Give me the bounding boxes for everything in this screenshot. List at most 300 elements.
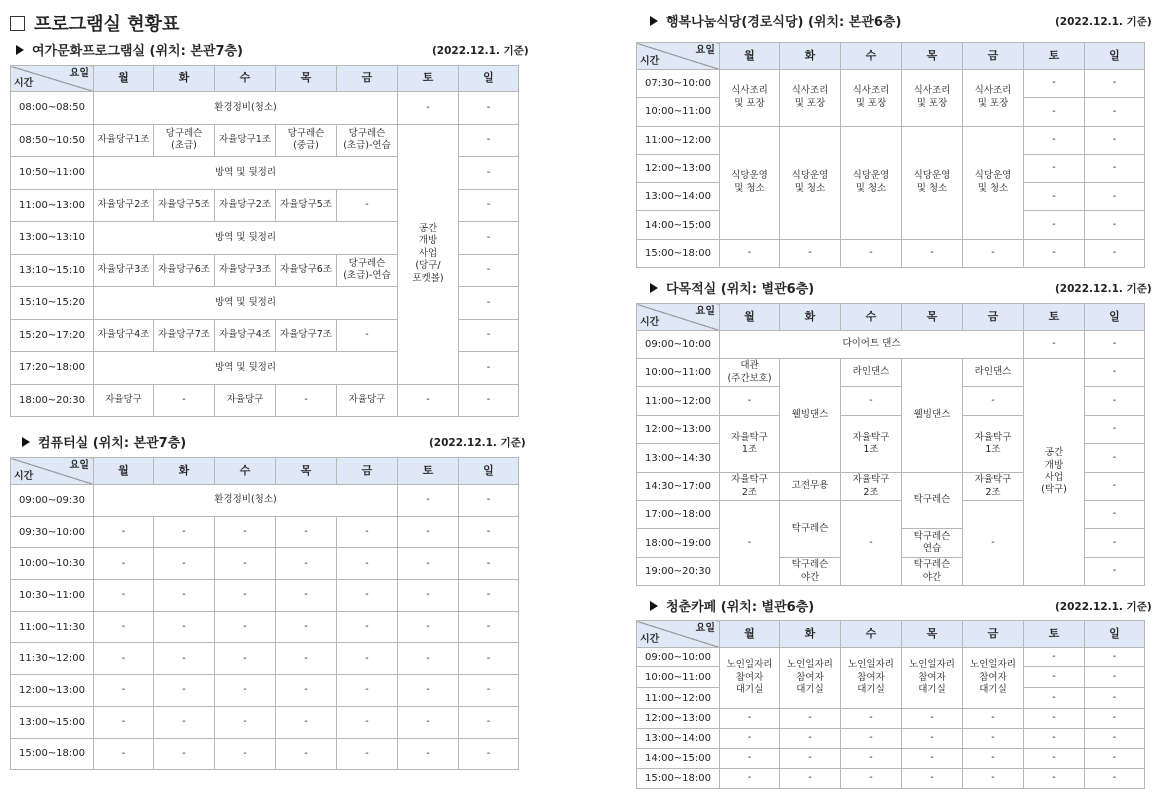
triangle-bullet-icon <box>650 601 658 611</box>
schedule-cell: - <box>1024 648 1085 667</box>
schedule-cell: - <box>720 729 780 749</box>
schedule-cell: - <box>276 675 337 707</box>
triangle-bullet-icon <box>22 437 30 447</box>
merged-activity-cell: 다이어트 댄스 <box>720 331 1024 359</box>
table-row <box>637 239 1145 267</box>
schedule-cell: - <box>841 729 902 749</box>
schedule-cell: - <box>398 675 459 707</box>
schedule-cell: - <box>1085 667 1145 688</box>
schedule-cell: 식사조리 및 포장 <box>902 70 963 127</box>
header-day: 금 <box>337 66 398 92</box>
schedule-cell: - <box>215 643 276 675</box>
schedule-cell: - <box>337 643 398 675</box>
header-day: 금 <box>337 458 398 485</box>
schedule-cell: - <box>963 729 1024 749</box>
schedule-cell: 탁구레슨 <box>780 501 841 558</box>
triangle-bullet-icon <box>16 45 24 55</box>
merged-activity-cell: 방역 및 뒷정리 <box>94 287 398 320</box>
schedule-cell: - <box>398 384 459 417</box>
schedule-cell: - <box>337 675 398 707</box>
header-day: 금 <box>963 43 1024 70</box>
table-row <box>637 648 1145 667</box>
schedule-cell: - <box>1085 387 1145 416</box>
table-row <box>637 126 1145 154</box>
header-day: 수 <box>841 621 902 648</box>
header-day: 일 <box>1085 304 1145 331</box>
schedule-cell: - <box>398 643 459 675</box>
time-slot: 11:00~12:00 <box>637 688 720 709</box>
time-slot: 15:00~18:00 <box>637 769 720 789</box>
table-row <box>637 70 1145 98</box>
schedule-cell: - <box>215 675 276 707</box>
schedule-cell: - <box>1085 331 1145 359</box>
schedule-cell: - <box>1085 359 1145 387</box>
schedule-cell: - <box>1085 211 1145 239</box>
schedule-cell: - <box>1085 98 1145 126</box>
schedule-cell: - <box>902 729 963 749</box>
time-slot: 13:00~13:10 <box>11 222 94 255</box>
time-slot: 15:20~17:20 <box>11 319 94 352</box>
schedule-cell: - <box>841 709 902 729</box>
schedule-cell: - <box>337 611 398 643</box>
time-slot: 12:00~13:00 <box>637 416 720 444</box>
header-day: 화 <box>154 458 215 485</box>
header-day: 수 <box>841 304 902 331</box>
schedule-cell: - <box>1085 444 1145 473</box>
table-row <box>11 124 519 157</box>
schedule-cell: - <box>154 384 215 417</box>
time-slot: 09:00~10:00 <box>637 648 720 667</box>
schedule-cell: 자율당구3조 <box>215 254 276 287</box>
time-slot: 12:00~13:00 <box>11 675 94 707</box>
time-slot: 11:30~12:00 <box>11 643 94 675</box>
schedule-cell: - <box>1085 70 1145 98</box>
table-row <box>11 706 519 738</box>
header-day: 월 <box>720 43 780 70</box>
time-slot: 13:00~14:30 <box>637 444 720 473</box>
section-title-computer: 컴퓨터실 (위치: 본관7층) <box>22 432 186 451</box>
schedule-cell: - <box>215 706 276 738</box>
schedule-cell: - <box>963 501 1024 586</box>
schedule-cell: - <box>1085 769 1145 789</box>
schedule-cell: 라인댄스 <box>841 359 902 387</box>
schedule-cell: - <box>1085 501 1145 529</box>
schedule-cell: - <box>276 516 337 548</box>
schedule-cell: - <box>154 580 215 612</box>
schedule-cell: 자율당구 <box>94 384 154 417</box>
schedule-cell: - <box>459 675 519 707</box>
schedule-cell: - <box>459 319 519 352</box>
schedule-cell: - <box>276 643 337 675</box>
schedule-cell: 웰빙댄스 <box>902 359 963 473</box>
schedule-cell: - <box>1085 154 1145 182</box>
schedule-cell: - <box>215 580 276 612</box>
table-row <box>637 331 1145 359</box>
time-slot: 10:00~11:00 <box>637 667 720 688</box>
time-slot: 15:00~18:00 <box>11 738 94 770</box>
schedule-cell: - <box>398 485 459 517</box>
schedule-cell: - <box>902 709 963 729</box>
schedule-cell: - <box>154 611 215 643</box>
schedule-cell: 자율당구4조 <box>215 319 276 352</box>
header-day-time-corner <box>637 43 720 70</box>
time-slot: 10:00~11:00 <box>637 359 720 387</box>
time-slot: 12:00~13:00 <box>637 709 720 729</box>
section-title-leisure: 여가문화프로그램실 (위치: 본관7층) <box>16 40 243 59</box>
time-slot: 13:00~14:00 <box>637 183 720 211</box>
header-time-label: 시간 <box>640 317 660 328</box>
schedule-cell: - <box>154 706 215 738</box>
time-slot: 11:00~12:00 <box>637 126 720 154</box>
time-slot: 11:00~11:30 <box>11 611 94 643</box>
schedule-cell: - <box>720 769 780 789</box>
time-slot: 18:00~20:30 <box>11 384 94 417</box>
header-day: 일 <box>1085 621 1145 648</box>
header-time-label: 시간 <box>640 634 660 645</box>
header-day-label: 요일 <box>695 45 715 56</box>
schedule-cell: - <box>963 749 1024 769</box>
schedule-cell: - <box>154 675 215 707</box>
schedule-cell: - <box>1085 709 1145 729</box>
header-day: 월 <box>94 66 154 92</box>
time-slot: 10:00~10:30 <box>11 548 94 580</box>
header-day: 목 <box>902 621 963 648</box>
schedule-cell: - <box>337 580 398 612</box>
time-slot: 17:00~18:00 <box>637 501 720 529</box>
schedule-cell: - <box>1024 98 1085 126</box>
header-time-label: 시간 <box>14 78 34 89</box>
schedule-cell: - <box>459 485 519 517</box>
checkbox-icon <box>10 16 25 31</box>
schedule-cell: - <box>154 516 215 548</box>
time-slot: 09:00~09:30 <box>11 485 94 517</box>
schedule-cell: - <box>1024 749 1085 769</box>
time-slot: 13:10~15:10 <box>11 254 94 287</box>
table-row <box>637 769 1145 789</box>
schedule-cell: 식당운영 및 청소 <box>720 126 780 239</box>
schedule-cell: 식당운영 및 청소 <box>841 126 902 239</box>
schedule-cell: 자율당구6조 <box>276 254 337 287</box>
merged-activity-cell: 환경정비(청소) <box>94 92 398 125</box>
triangle-bullet-icon <box>650 16 658 26</box>
schedule-cell: - <box>841 769 902 789</box>
time-slot: 10:30~11:00 <box>11 580 94 612</box>
merged-activity-cell: 방역 및 뒷정리 <box>94 222 398 255</box>
schedule-cell: 탁구레슨 야간 <box>902 558 963 586</box>
schedule-cell: - <box>1085 688 1145 709</box>
time-slot: 10:50~11:00 <box>11 157 94 190</box>
schedule-cell: 노인일자리 참여자 대기실 <box>780 648 841 709</box>
schedule-cell: - <box>841 239 902 267</box>
table-row <box>11 548 519 580</box>
schedule-cell: - <box>276 548 337 580</box>
schedule-cell: 자율탁구 2조 <box>841 473 902 501</box>
schedule-cell: - <box>1085 749 1145 769</box>
header-day: 월 <box>720 621 780 648</box>
schedule-cell: 자율당구6조 <box>154 254 215 287</box>
header-day: 토 <box>1024 304 1085 331</box>
schedule-cell: - <box>1024 729 1085 749</box>
schedule-cell: - <box>398 738 459 770</box>
schedule-cell: - <box>276 580 337 612</box>
schedule-cell: 자율탁구 2조 <box>720 473 780 501</box>
triangle-bullet-icon <box>650 283 658 293</box>
leisure-schedule-table <box>10 65 519 417</box>
space-open-block: 공간 개방 사업 (당구/ 포켓볼) <box>398 124 459 384</box>
merged-activity-cell: 방역 및 뒷정리 <box>94 157 398 190</box>
schedule-cell: - <box>337 738 398 770</box>
standard-date: (2022.12.1. 기준) <box>1055 16 1152 28</box>
schedule-cell: - <box>337 706 398 738</box>
cafeteria-schedule-table <box>636 42 1145 268</box>
table-row <box>637 749 1145 769</box>
time-slot: 14:30~17:00 <box>637 473 720 501</box>
time-slot: 19:00~20:30 <box>637 558 720 586</box>
schedule-cell: - <box>1085 529 1145 558</box>
schedule-cell: 식사조리 및 포장 <box>841 70 902 127</box>
schedule-cell: - <box>902 769 963 789</box>
schedule-cell: - <box>94 611 154 643</box>
schedule-cell: - <box>215 611 276 643</box>
header-day: 목 <box>276 458 337 485</box>
schedule-cell: - <box>841 501 902 586</box>
schedule-cell: - <box>720 239 780 267</box>
schedule-cell: - <box>1085 126 1145 154</box>
schedule-cell: - <box>1085 416 1145 444</box>
time-slot: 09:00~10:00 <box>637 331 720 359</box>
schedule-cell: - <box>94 738 154 770</box>
time-slot: 15:10~15:20 <box>11 287 94 320</box>
computer-schedule-table <box>10 457 519 770</box>
schedule-cell: - <box>459 611 519 643</box>
schedule-cell: - <box>1024 126 1085 154</box>
schedule-cell: - <box>337 319 398 352</box>
schedule-cell: 노인일자리 참여자 대기실 <box>902 648 963 709</box>
table-row <box>11 92 519 125</box>
schedule-cell: - <box>94 706 154 738</box>
schedule-cell: 식당운영 및 청소 <box>780 126 841 239</box>
schedule-cell: - <box>1024 709 1085 729</box>
schedule-cell: - <box>459 157 519 190</box>
header-day: 화 <box>780 621 841 648</box>
schedule-cell: 식사조리 및 포장 <box>780 70 841 127</box>
table-row <box>11 516 519 548</box>
table-row <box>637 709 1145 729</box>
schedule-cell: 고전무용 <box>780 473 841 501</box>
schedule-cell: - <box>459 92 519 125</box>
schedule-cell: 자율당구5조 <box>154 189 215 222</box>
multipurpose-schedule-table <box>636 303 1145 586</box>
schedule-cell: 자율당구2조 <box>94 189 154 222</box>
header-day: 월 <box>94 458 154 485</box>
schedule-cell: - <box>780 749 841 769</box>
table-row <box>11 384 519 417</box>
header-day: 화 <box>154 66 215 92</box>
header-day: 목 <box>276 66 337 92</box>
table-row <box>11 580 519 612</box>
schedule-cell: 노인일자리 참여자 대기실 <box>720 648 780 709</box>
header-day: 토 <box>398 66 459 92</box>
schedule-cell: 자율당구7조 <box>154 319 215 352</box>
schedule-cell: - <box>1024 154 1085 182</box>
section-title-cafeteria: 행복나눔식당(경로식당) (위치: 본관6층) <box>650 11 901 30</box>
time-slot: 08:00~08:50 <box>11 92 94 125</box>
schedule-cell: - <box>398 548 459 580</box>
schedule-cell: 웰빙댄스 <box>780 359 841 473</box>
header-day: 화 <box>780 304 841 331</box>
header-day: 화 <box>780 43 841 70</box>
schedule-cell: - <box>780 729 841 749</box>
schedule-cell: - <box>459 222 519 255</box>
schedule-cell: - <box>94 675 154 707</box>
time-slot: 08:50~10:50 <box>11 124 94 157</box>
schedule-cell: 자율당구5조 <box>276 189 337 222</box>
header-day: 일 <box>459 66 519 92</box>
schedule-cell: - <box>459 287 519 320</box>
standard-date: (2022.12.1. 기준) <box>1055 283 1152 295</box>
schedule-cell: 자율당구3조 <box>94 254 154 287</box>
schedule-cell: - <box>215 516 276 548</box>
header-day: 수 <box>215 458 276 485</box>
header-day: 수 <box>215 66 276 92</box>
section-title-youth-cafe: 청춘카페 (위치: 별관6층) <box>650 596 814 615</box>
table-row <box>11 643 519 675</box>
schedule-cell: 자율당구7조 <box>276 319 337 352</box>
header-day: 수 <box>841 43 902 70</box>
time-slot: 13:00~15:00 <box>11 706 94 738</box>
schedule-cell: - <box>459 643 519 675</box>
schedule-cell: - <box>398 92 459 125</box>
schedule-cell: - <box>398 706 459 738</box>
time-slot: 15:00~18:00 <box>637 239 720 267</box>
schedule-cell: - <box>1024 667 1085 688</box>
header-day: 토 <box>398 458 459 485</box>
schedule-cell: - <box>720 749 780 769</box>
schedule-cell: 식당운영 및 청소 <box>963 126 1024 239</box>
schedule-cell: - <box>841 387 902 416</box>
header-time-label: 시간 <box>640 56 660 67</box>
schedule-cell: - <box>459 548 519 580</box>
time-slot: 14:00~15:00 <box>637 749 720 769</box>
schedule-cell: - <box>459 189 519 222</box>
schedule-cell: - <box>1024 688 1085 709</box>
schedule-cell: - <box>1085 183 1145 211</box>
schedule-cell: - <box>1085 648 1145 667</box>
schedule-cell: - <box>1085 239 1145 267</box>
schedule-cell: - <box>459 124 519 157</box>
schedule-cell: 노인일자리 참여자 대기실 <box>841 648 902 709</box>
time-slot: 10:00~11:00 <box>637 98 720 126</box>
page-title-text: 프로그램실 현황표 <box>34 14 180 35</box>
schedule-cell: - <box>1085 473 1145 501</box>
table-row <box>11 485 519 517</box>
header-day-time-corner <box>637 304 720 331</box>
schedule-cell: 자율당구 <box>215 384 276 417</box>
table-row <box>11 738 519 770</box>
header-day-time-corner <box>11 458 94 485</box>
time-slot: 13:00~14:00 <box>637 729 720 749</box>
schedule-cell: 당구레슨 (중급) <box>276 124 337 157</box>
schedule-cell: 자율당구1조 <box>215 124 276 157</box>
schedule-cell: - <box>963 769 1024 789</box>
schedule-cell: 자율탁구 1조 <box>841 416 902 473</box>
schedule-cell: - <box>459 580 519 612</box>
schedule-cell: - <box>780 769 841 789</box>
header-day-label: 요일 <box>695 306 715 317</box>
schedule-cell: 당구레슨 (초급)-연습 <box>337 124 398 157</box>
space-open-block: 공간 개방 사업 (탁구) <box>1024 359 1085 586</box>
schedule-cell: 식사조리 및 포장 <box>720 70 780 127</box>
header-day-time-corner <box>637 621 720 648</box>
schedule-cell: 식당운영 및 청소 <box>902 126 963 239</box>
time-slot: 18:00~19:00 <box>637 529 720 558</box>
schedule-cell: - <box>780 709 841 729</box>
header-day: 월 <box>720 304 780 331</box>
time-slot: 11:00~13:00 <box>11 189 94 222</box>
schedule-cell: - <box>337 548 398 580</box>
schedule-cell: - <box>276 384 337 417</box>
table-row <box>11 611 519 643</box>
merged-activity-cell: 방역 및 뒷정리 <box>94 352 398 385</box>
schedule-cell: - <box>398 516 459 548</box>
schedule-cell: - <box>1024 183 1085 211</box>
time-slot: 11:00~12:00 <box>637 387 720 416</box>
schedule-cell: 자율당구4조 <box>94 319 154 352</box>
schedule-cell: - <box>1024 239 1085 267</box>
header-day: 일 <box>459 458 519 485</box>
schedule-cell: - <box>720 501 780 586</box>
schedule-cell: - <box>94 516 154 548</box>
schedule-cell: - <box>459 706 519 738</box>
header-day-label: 요일 <box>695 623 715 634</box>
header-day: 목 <box>902 43 963 70</box>
standard-date: (2022.12.1. 기준) <box>432 45 529 57</box>
schedule-cell: 자율탁구 1조 <box>963 416 1024 473</box>
schedule-cell: 대관 (주간보호) <box>720 359 780 387</box>
header-time-label: 시간 <box>14 471 34 482</box>
time-slot: 12:00~13:00 <box>637 154 720 182</box>
schedule-cell: - <box>720 709 780 729</box>
schedule-cell: - <box>1085 558 1145 586</box>
schedule-cell: - <box>459 516 519 548</box>
section-title-multipurpose: 다목적실 (위치: 별관6층) <box>650 278 814 297</box>
schedule-cell: - <box>398 611 459 643</box>
schedule-cell: 탁구레슨 야간 <box>780 558 841 586</box>
schedule-cell: - <box>276 738 337 770</box>
schedule-cell: - <box>1024 331 1085 359</box>
time-slot: 17:20~18:00 <box>11 352 94 385</box>
schedule-cell: - <box>780 239 841 267</box>
schedule-cell: 당구레슨 (초급) <box>154 124 215 157</box>
time-slot: 09:30~10:00 <box>11 516 94 548</box>
header-day-label: 요일 <box>69 460 89 471</box>
schedule-cell: - <box>963 709 1024 729</box>
schedule-cell: 라인댄스 <box>963 359 1024 387</box>
youth-cafe-schedule-table <box>636 620 1145 789</box>
table-row <box>637 729 1145 749</box>
header-day: 금 <box>963 304 1024 331</box>
header-day: 목 <box>902 304 963 331</box>
time-slot: 14:00~15:00 <box>637 211 720 239</box>
header-day-label: 요일 <box>69 68 89 79</box>
merged-activity-cell: 환경정비(청소) <box>94 485 398 517</box>
standard-date: (2022.12.1. 기준) <box>1055 601 1152 613</box>
schedule-cell: 당구레슨 (초급)-연습 <box>337 254 398 287</box>
schedule-cell: - <box>337 516 398 548</box>
schedule-cell: - <box>276 611 337 643</box>
schedule-cell: - <box>459 738 519 770</box>
schedule-cell: - <box>1085 729 1145 749</box>
